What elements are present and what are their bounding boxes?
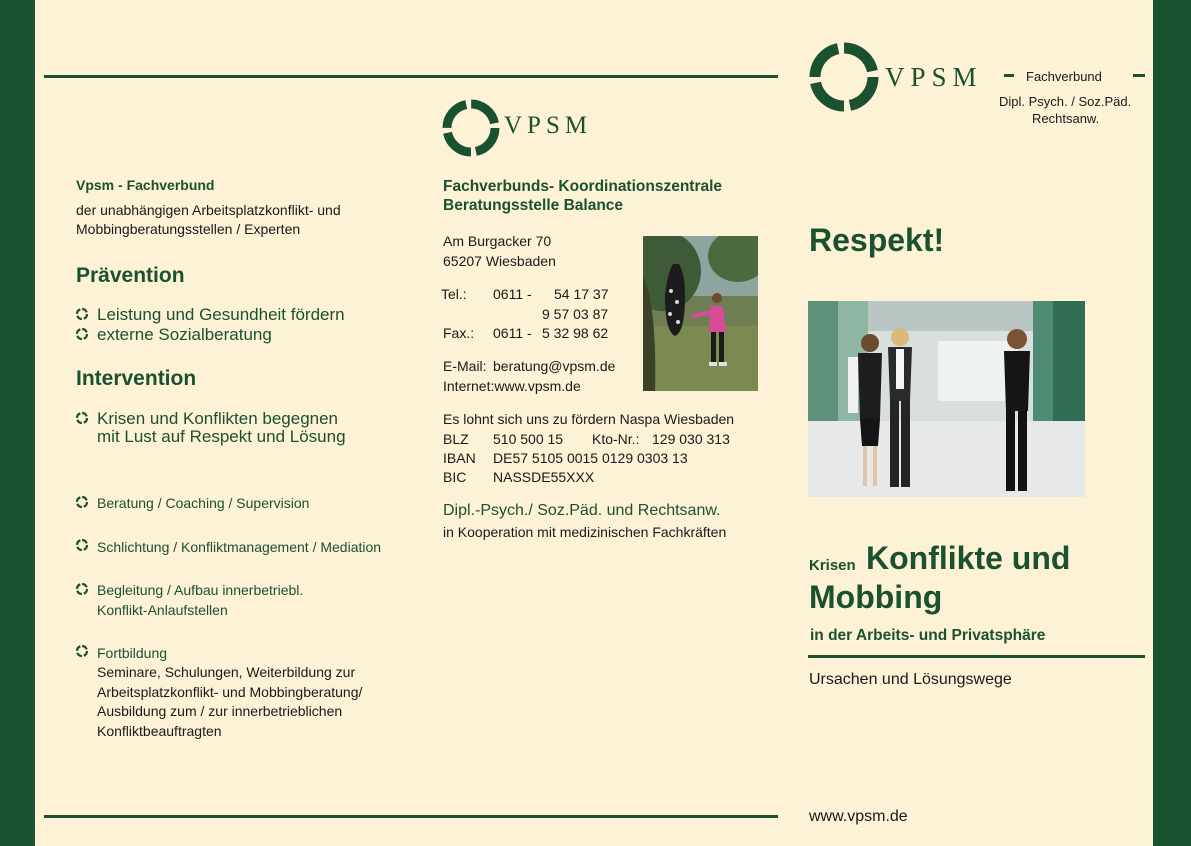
left-heading: Vpsm - Fachverbund bbox=[76, 177, 215, 193]
vpsm-logo-text: VPSM bbox=[504, 112, 593, 139]
tel-number-2: 9 57 03 87 bbox=[542, 306, 609, 322]
intro-line-2: Mobbingberatungsstellen / Experten bbox=[76, 221, 301, 237]
fax-label: Fax.: bbox=[443, 325, 475, 341]
vpsm-logo-ring-icon bbox=[442, 99, 500, 157]
iban-value: DE57 5105 0015 0129 0303 13 bbox=[493, 450, 688, 466]
tagline: Ursachen und Lösungswege bbox=[809, 671, 1012, 688]
internet-label: Internet: bbox=[443, 378, 495, 394]
vpsm-logo-ring-icon bbox=[809, 42, 879, 112]
top-rule bbox=[44, 75, 778, 78]
praevention-item-1: Leistung und Gesundheit fördern bbox=[97, 305, 345, 324]
address-city: 65207 Wiesbaden bbox=[443, 253, 556, 269]
credentials-line-2: Rechtsanw. bbox=[1032, 111, 1100, 126]
internet-row bbox=[443, 378, 581, 394]
bic-value: NASSDE55XXX bbox=[493, 469, 595, 485]
fachverbund-dash-left bbox=[1004, 74, 1014, 77]
bank-intro: Es lohnt sich uns zu fördern Naspa Wiesbaden bbox=[443, 411, 735, 427]
ring-bullet-icon bbox=[75, 327, 89, 341]
blz-label: BLZ bbox=[443, 431, 469, 447]
org-line-2: Beratungsstelle Balance bbox=[443, 197, 624, 214]
intervention-title: Intervention bbox=[76, 367, 197, 390]
kto-value: 129 030 313 bbox=[652, 431, 730, 447]
service-fortbildung-title: Fortbildung bbox=[97, 645, 168, 661]
business-women-photo bbox=[808, 301, 1085, 497]
kto-label: Kto-Nr.: bbox=[592, 431, 640, 447]
blz-value: 510 500 15 bbox=[493, 431, 564, 447]
title-small: Krisen bbox=[809, 557, 856, 574]
ring-bullet-icon bbox=[75, 411, 89, 425]
address-street: Am Burgacker 70 bbox=[443, 233, 552, 249]
service-schlichtung: Schlichtung / Konfliktmanagement / Mediation bbox=[97, 539, 382, 555]
email-link[interactable]: beratung@vpsm.de bbox=[493, 358, 616, 374]
bic-label: BIC bbox=[443, 469, 467, 485]
iban-label: IBAN bbox=[443, 450, 476, 466]
fortbildung-line: Seminare, Schulungen, Weiterbildung zur bbox=[97, 664, 356, 680]
service-begleitung-line-2: Konflikt-Anlaufstellen bbox=[97, 602, 228, 618]
subtitle: in der Arbeits- und Privatsphäre bbox=[810, 627, 1046, 644]
service-beratung: Beratung / Coaching / Supervision bbox=[97, 495, 310, 511]
tel-number-1: 54 17 37 bbox=[554, 286, 609, 302]
org-line-1: Fachverbunds- Koordinationszentrale bbox=[443, 178, 723, 195]
fax-prefix: 0611 - bbox=[493, 325, 532, 341]
title-rule bbox=[808, 655, 1145, 658]
ring-bullet-icon bbox=[75, 495, 89, 509]
vpsm-logo-text: VPSM bbox=[885, 62, 983, 92]
punching-bag-photo bbox=[643, 236, 758, 391]
praevention-title: Prävention bbox=[76, 264, 185, 287]
ring-bullet-icon bbox=[75, 307, 89, 321]
qualification-line: Dipl.-Psych./ Soz.Päd. und Rechtsanw. bbox=[443, 502, 721, 519]
fachverbund-dash-right bbox=[1133, 74, 1145, 77]
fax-number: 5 32 98 62 bbox=[542, 325, 609, 341]
intervention-item-line-2: mit Lust auf Respekt und Lösung bbox=[97, 427, 346, 446]
cooperation-line: in Kooperation mit medizinischen Fachkräften bbox=[443, 524, 727, 540]
fachverbund-label: Fachverbund bbox=[1026, 69, 1102, 84]
fortbildung-description bbox=[97, 663, 362, 741]
email-label: E-Mail: bbox=[443, 358, 487, 374]
bottom-rule bbox=[44, 815, 778, 818]
credentials-line-1: Dipl. Psych. / Soz.Päd. bbox=[999, 94, 1132, 109]
ring-bullet-icon bbox=[75, 582, 89, 596]
service-begleitung-line-1: Begleitung / Aufbau innerbetriebl. bbox=[97, 582, 304, 598]
intervention-item-line-1: Krisen und Konflikten begegnen bbox=[97, 409, 339, 428]
praevention-item-2: externe Sozialberatung bbox=[97, 325, 272, 344]
ring-bullet-icon bbox=[75, 538, 89, 552]
title-big-line-1: Konflikte und bbox=[866, 540, 1071, 576]
fortbildung-line: Konfliktbeauftragten bbox=[97, 722, 222, 739]
website-link[interactable]: www.vpsm.de bbox=[809, 808, 908, 825]
respekt-heading: Respekt! bbox=[809, 222, 945, 258]
tel-prefix: 0611 - bbox=[493, 286, 532, 302]
internet-link[interactable]: www.vpsm.de bbox=[494, 378, 581, 394]
tel-label: Tel.: bbox=[441, 286, 467, 302]
ring-bullet-icon bbox=[75, 644, 89, 658]
title-big-line-2: Mobbing bbox=[809, 579, 943, 615]
fortbildung-line: Ausbildung zum / zur innerbetrieblichen bbox=[97, 703, 343, 719]
intro-line-1: der unabhängigen Arbeitsplatzkonflikt- und bbox=[76, 202, 341, 218]
fortbildung-line: Arbeitsplatzkonflikt- und Mobbingberatung/ bbox=[97, 683, 363, 700]
